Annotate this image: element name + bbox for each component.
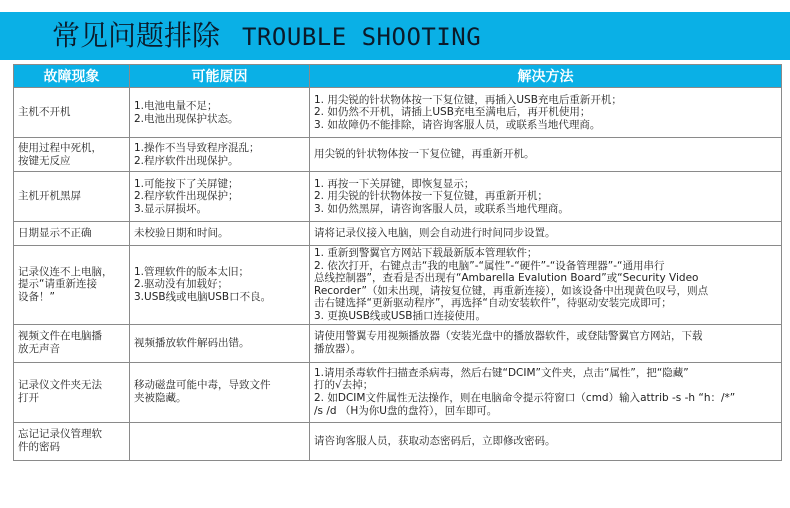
cause-line: 1.电池电量不足； [134,99,218,112]
solution-line: 3. 如故障仍不能排除，请咨询客服人员，或联系当地代理商。 [314,118,601,131]
cause-cell [130,172,310,222]
cause-line: 2.程序软件出现保护； [134,190,239,203]
table-row [14,88,782,138]
header-cause: 可能原因 [130,65,310,88]
cause-line: 1.操作不当导致程序混乱； [134,141,260,154]
cause-line: 2.程序软件出现保护。 [134,154,239,167]
cause-cell [130,222,310,246]
solution-line: 用尖锐的针状物体按一下复位键，再重新开机。 [314,148,535,161]
symptom-cell [14,222,130,246]
symptom-line: 使用过程中死机， [18,141,102,154]
symptom-line: 主机开机黑屏 [18,190,81,203]
solution-cell [310,172,782,222]
solution-line: 打的√去掉； [314,379,374,392]
solution-cell [310,422,782,460]
cause-cell [130,88,310,138]
cause-cell [130,246,310,325]
cause-line: 2.驱动没有加载好； [134,278,229,291]
solution-line: /s /d （H为你U盘的盘符），回车即可。 [314,404,498,417]
cause-cell [130,324,310,362]
cause-cell [130,362,310,422]
solution-line: 请咨询客服人员，获取动态密码后，立即修改密码。 [314,434,556,447]
solution-cell [310,246,782,325]
symptom-line: 提示“请重新连接 [18,278,97,291]
cause-line: 视频播放软件解码出错。 [134,336,250,349]
table-row [14,172,782,222]
symptom-line: 按键无反应 [18,154,71,167]
solution-line: 击右键选择“更新驱动程序”，再选择“自动安装软件”，待驱动安装完成即可； [314,297,672,310]
title-english: TROUBLE SHOOTING [242,23,482,51]
page-title [52,16,481,56]
symptom-cell [14,324,130,362]
symptom-line: 记录仪文件夹无法 [18,379,102,392]
symptom-line: 记录仪连不上电脑， [18,265,113,278]
cause-cell [130,422,310,460]
solution-line: 1. 再按一下关屏键，即恢复显示； [314,177,475,190]
table-row [14,422,782,460]
title-chinese: 常见问题排除 [52,19,221,52]
solution-cell [310,324,782,362]
table-row [14,362,782,422]
solution-line: 3. 如仍然黑屏，请咨询客服人员，或联系当地代理商。 [314,202,569,215]
solution-line: 1.请用杀毒软件扫描查杀病毒，然后右键“DCIM”文件夹，点击“属性”，把“隐藏” [314,366,689,379]
cause-line: 2.电池出现保护状态。 [134,112,239,125]
solution-cell [310,88,782,138]
solution-line: 请将记录仪接入电脑，则会自动进行时间同步设置。 [314,227,556,240]
solution-line: 请使用警翼专用视频播放器（安装光盘中的播放器软件，或登陆警翼官方网站，下载 [314,330,703,343]
table-row [14,222,782,246]
table-header-row [14,65,782,88]
symptom-line: 设备！” [18,291,55,304]
title-banner [0,12,790,60]
symptom-line: 忘记记录仪管理软 [18,428,102,441]
cause-line: 1.可能按下了关屏键； [134,177,239,190]
symptom-cell [14,362,130,422]
solution-line: 总线控制器”，查看是否出现有“Ambarella Evalution Board”或“Security Video [314,272,699,285]
symptom-line: 件的密码 [18,441,60,454]
solution-line: 2. 如仍然不开机，请插上USB充电至满电后，再开机使用； [314,106,591,119]
cause-line: 移动磁盘可能中毒，导致文件 [134,379,271,392]
symptom-line: 视频文件在电脑播 [18,330,102,343]
symptom-line: 打开 [18,392,39,405]
table-row [14,246,782,325]
symptom-line: 主机不开机 [18,106,71,119]
cause-line: 3.USB线或电脑USB口不良。 [134,291,272,304]
symptom-cell [14,88,130,138]
cause-line: 夹被隐藏。 [134,392,187,405]
troubleshooting-table [13,64,782,461]
table-body [14,88,782,461]
solution-line: Recorder”（如未出现，请按复位键，再重新连接），如该设备中出现黄色叹号，则点 [314,284,709,297]
solution-line: 播放器）。 [314,343,362,356]
header-symptom: 故障现象 [14,65,130,88]
cause-line: 1.管理软件的版本太旧； [134,265,250,278]
symptom-cell [14,246,130,325]
cause-cell [130,138,310,172]
cause-line: 未校验日期和时间。 [134,227,229,240]
cause-line: 3.显示屏损坏。 [134,202,208,215]
solution-line: 2. 依次打开，右键点击“我的电脑”-“属性”-“硬件”-“设备管理器”-“通用串行 [314,259,665,272]
solution-line: 2. 如DCIM文件属性无法操作，则在电脑命令提示符窗口（cmd）输入attrib -s -h “h：/*” [314,392,736,405]
solution-line: 1. 用尖锐的针状物体按一下复位键，再插入USB充电后重新开机； [314,93,622,106]
table-row [14,324,782,362]
solution-cell [310,362,782,422]
table-row [14,138,782,172]
solution-line: 2. 用尖锐的针状物体按一下复位键，再重新开机； [314,190,548,203]
symptom-line: 日期显示不正确 [18,227,92,240]
solution-line: 1. 重新到警翼官方网站下载最新版本管理软件； [314,247,538,259]
header-solution: 解决方法 [310,65,782,88]
symptom-cell [14,422,130,460]
solution-cell [310,222,782,246]
symptom-cell [14,172,130,222]
solution-line: 3. 更换USB线或USB插口连接使用。 [314,309,486,322]
solution-cell [310,138,782,172]
symptom-cell [14,138,130,172]
symptom-line: 放无声音 [18,343,60,356]
